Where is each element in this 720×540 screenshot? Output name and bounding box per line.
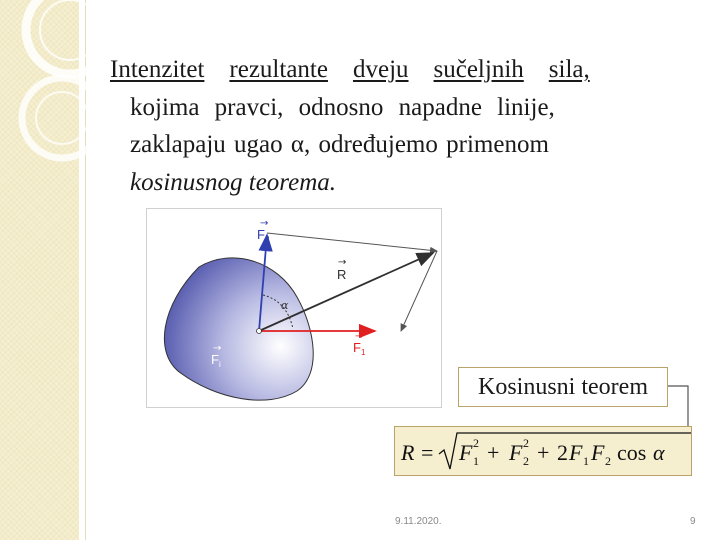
formula-f1-sup: 2 [473, 436, 479, 450]
formula-f1-sub: 1 [473, 454, 479, 468]
formula-f2b-sub: 2 [605, 454, 611, 468]
paragraph-line-2: kojima pravci, odnosno napadne linije, [130, 93, 555, 121]
formula-f2-sub: 2 [523, 454, 529, 468]
formula-two: 2 [557, 440, 568, 465]
formula-f2b: F [591, 440, 605, 465]
f1-vector-mark: → [355, 331, 364, 342]
formula-lhs: R [401, 440, 415, 465]
formula-f2-sup: 2 [523, 436, 529, 450]
word-intenzitet: Intenzitet [110, 56, 205, 83]
formula-equals: = [421, 440, 434, 465]
r-label: R [337, 267, 347, 282]
r-vector-mark: → [338, 257, 347, 268]
paragraph-line-4: kosinusnog teorema. [130, 168, 336, 196]
footer-page-number: 9 [690, 516, 696, 527]
formula-f1b: F [569, 440, 583, 465]
word-sila: sila, [548, 56, 590, 83]
fi-vector-mark: → [213, 343, 222, 354]
word-suceljnih: sučeljnih [433, 56, 524, 83]
cosine-formula [395, 427, 693, 477]
f2-vector-mark: → [260, 218, 269, 229]
word-dveju: dveju [352, 56, 409, 83]
fi-label: $F_i$ [211, 352, 221, 369]
formula-alpha: α [653, 440, 665, 465]
cosine-theorem-label: Kosinusni teorem [458, 367, 668, 407]
f1-label: $F_1$ [353, 340, 366, 357]
footer-date: 9.11.2020. [395, 516, 442, 527]
formula-box [394, 426, 692, 476]
formula-f1: F [459, 440, 473, 465]
formula-f2: F [509, 440, 523, 465]
alpha-label: α [281, 299, 289, 312]
f2-label: $F_2$ [257, 227, 270, 244]
paragraph-line-3: zaklapaju ugao α, određujemo primenom [130, 131, 549, 158]
formula-plus-2: + [537, 440, 550, 465]
formula-plus-1: + [487, 440, 500, 465]
formula-f1b-sub: 1 [583, 454, 589, 468]
formula-cos: cos [617, 440, 647, 465]
word-rezultante: rezultante [229, 56, 328, 83]
